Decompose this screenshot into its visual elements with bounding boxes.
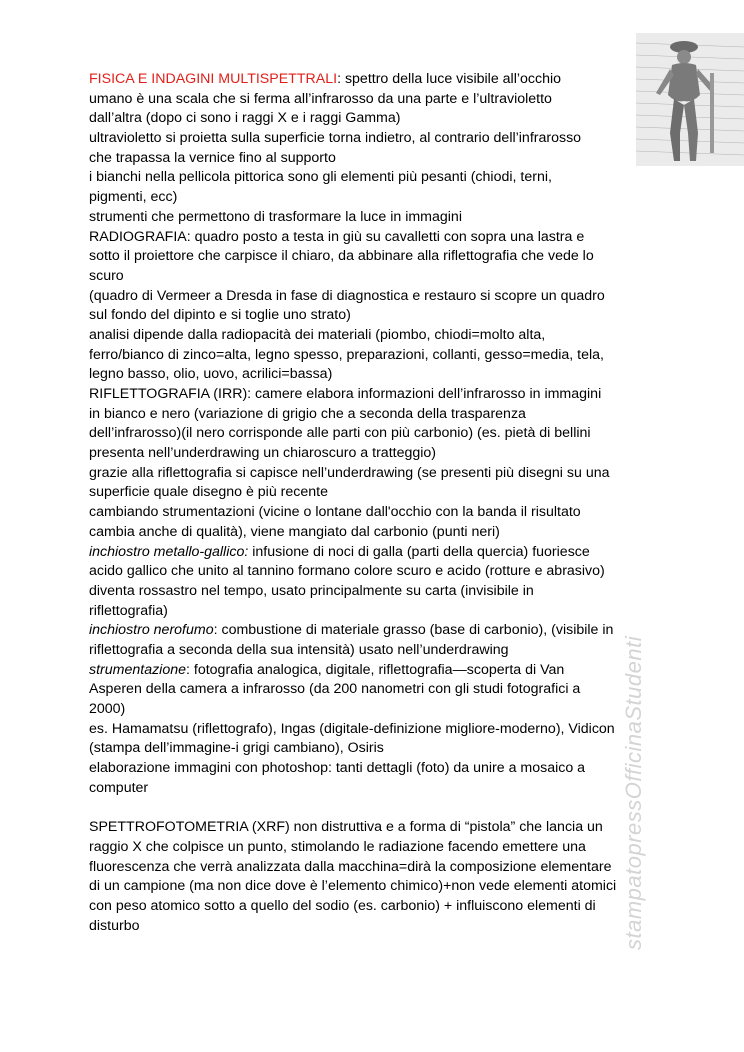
body-line: ultravioletto si proietta sulla superficie torna indietro, al contrario dell’infrarosso: [89, 130, 582, 147]
strum-line: [89, 661, 649, 681]
body-line: i bianchi nella pellicola pittorica sono gli elementi più pesanti (chiodi, terni,: [89, 169, 552, 186]
body-line: riflettografia): [89, 602, 168, 619]
ink2-rest: : combustione di materiale grasso (base di carbonio), (visibile in: [213, 622, 614, 639]
body-line: cambiando strumentazioni (vicine o lontane dall'occhio con la banda il risultato: [89, 504, 581, 521]
body-line: ferro/bianco di zinco=alta, legno spesso, preparazioni, collanti, gesso=media, tela,: [89, 346, 604, 363]
body-line: presenta nell’underdrawing un chiaroscuro a tratteggio): [89, 445, 437, 462]
body-line: con peso atomico sotto a quello del sodio (es. carbonio) + influiscono elementi di: [89, 897, 596, 914]
document-body: [89, 70, 649, 936]
body-line: cambia anche di qualità), viene mangiato dal carbonio (punti neri): [89, 523, 500, 540]
body-line: grazie alla riflettografia si capisce nell’underdrawing (se presenti più disegni su una: [89, 464, 610, 481]
ink2-term: inchiostro nerofumo: [89, 622, 214, 639]
body-line: riflettografia a seconda della sua intensità) usato nell’underdrawing: [89, 641, 509, 658]
body-line: Asperen della camera a infrarosso (da 200 nanometri con gli studi fotografici a: [89, 681, 581, 698]
body-line: 2000): [89, 701, 126, 717]
body-line: (quadro di Vermeer a Dresda in fase di diagnostica e restauro si scopre un quadro: [89, 287, 605, 304]
ink2-line: [89, 621, 649, 641]
blank-line: [89, 798, 649, 818]
section-heading: FISICA E INDAGINI MULTISPETTRALI: [89, 71, 338, 87]
body-line: disturbo: [89, 917, 140, 934]
ink1-line: [89, 543, 649, 563]
body-line: raggio X che colpisce un punto, stimolando le radiazione facendo emettere una: [89, 838, 586, 855]
body-line: diventa rossastro nel tempo, usato principalmente su carta (invisibile in: [89, 582, 534, 599]
heading-line: [89, 70, 649, 90]
body-line: in bianco e nero (variazione di grigio che a seconda della trasparenza: [89, 405, 526, 422]
body-line: dall’altra (dopo ci sono i raggi X e i raggi Gamma): [89, 110, 401, 127]
watermark-text: stampatopressOfficinaStudenti: [621, 635, 646, 950]
body-line: : spettro della luce visibile all’occhio: [337, 71, 562, 87]
body-line: umano è una scala che si ferma all’infrarosso da una parte e l’ultravioletto: [89, 90, 552, 107]
body-line: SPETTROFOTOMETRIA (XRF) non distruttiva e a forma di “pistola” che lancia un: [89, 819, 603, 836]
strum-term: strumentazione: [89, 661, 186, 678]
body-line: es. Hamamatsu (riflettografo), Ingas (digitale-definizione migliore-moderno), Vidicon: [89, 720, 615, 737]
body-line: sotto il proiettore che carpisce il chiaro, da abbinare alla riflettografia che vede lo: [89, 248, 594, 265]
body-line: pigmenti, ecc): [89, 189, 178, 206]
body-line: analisi dipende dalla radiopacità dei materiali (piombo, chiodi=molto alta,: [89, 326, 546, 343]
body-line: RADIOGRAFIA: quadro posto a testa in giù su cavalletti con sopra una lastra e: [89, 228, 585, 245]
body-line: sul fondo del dipinto e si toglie uno strato): [89, 307, 351, 324]
body-line: acido gallico che unito al tannino formano colore scuro e acido (rotture e abrasivo): [89, 563, 605, 580]
body-line: RIFLETTOGRAFIA (IRR): camere elabora informazioni dell’infrarosso in immagini: [89, 386, 602, 402]
body-line: dell’infrarosso)(il nero corrisponde alle parti con più carbonio) (es. pietà di bellini: [89, 425, 591, 442]
body-line: che trapassa la vernice fino al supporto: [89, 149, 336, 166]
body-line: superficie quale disegno è più recente: [89, 484, 328, 501]
body-line: legno basso, olio, uovo, acrilici=bassa): [89, 366, 333, 383]
engraving-image: [636, 33, 744, 166]
body-line: fluorescenza che verrà analizzata dalla macchina=dirà la composizione elementare: [89, 858, 612, 875]
body-line: di un campione (ma non dice dove è l’elemento chimico)+non vede elementi atomici: [89, 878, 617, 895]
body-line: (stampa dell’immagine-i grigi cambiano), Osiris: [89, 740, 384, 757]
body-line: scuro: [89, 267, 124, 284]
body-line: computer: [89, 779, 149, 796]
body-line: strumenti che permettono di trasformare la luce in immagini: [89, 208, 462, 225]
body-line: elaborazione immagini con photoshop: tanti dettagli (foto) da unire a mosaico a: [89, 760, 586, 777]
ink1-term: inchiostro metallo-gallico:: [89, 543, 249, 560]
ink1-rest: infusione di noci di galla (parti della quercia) fuoriesce: [248, 543, 590, 560]
strum-rest: : fotografia analogica, digitale, riflettografia—scoperta di Van: [186, 661, 565, 678]
